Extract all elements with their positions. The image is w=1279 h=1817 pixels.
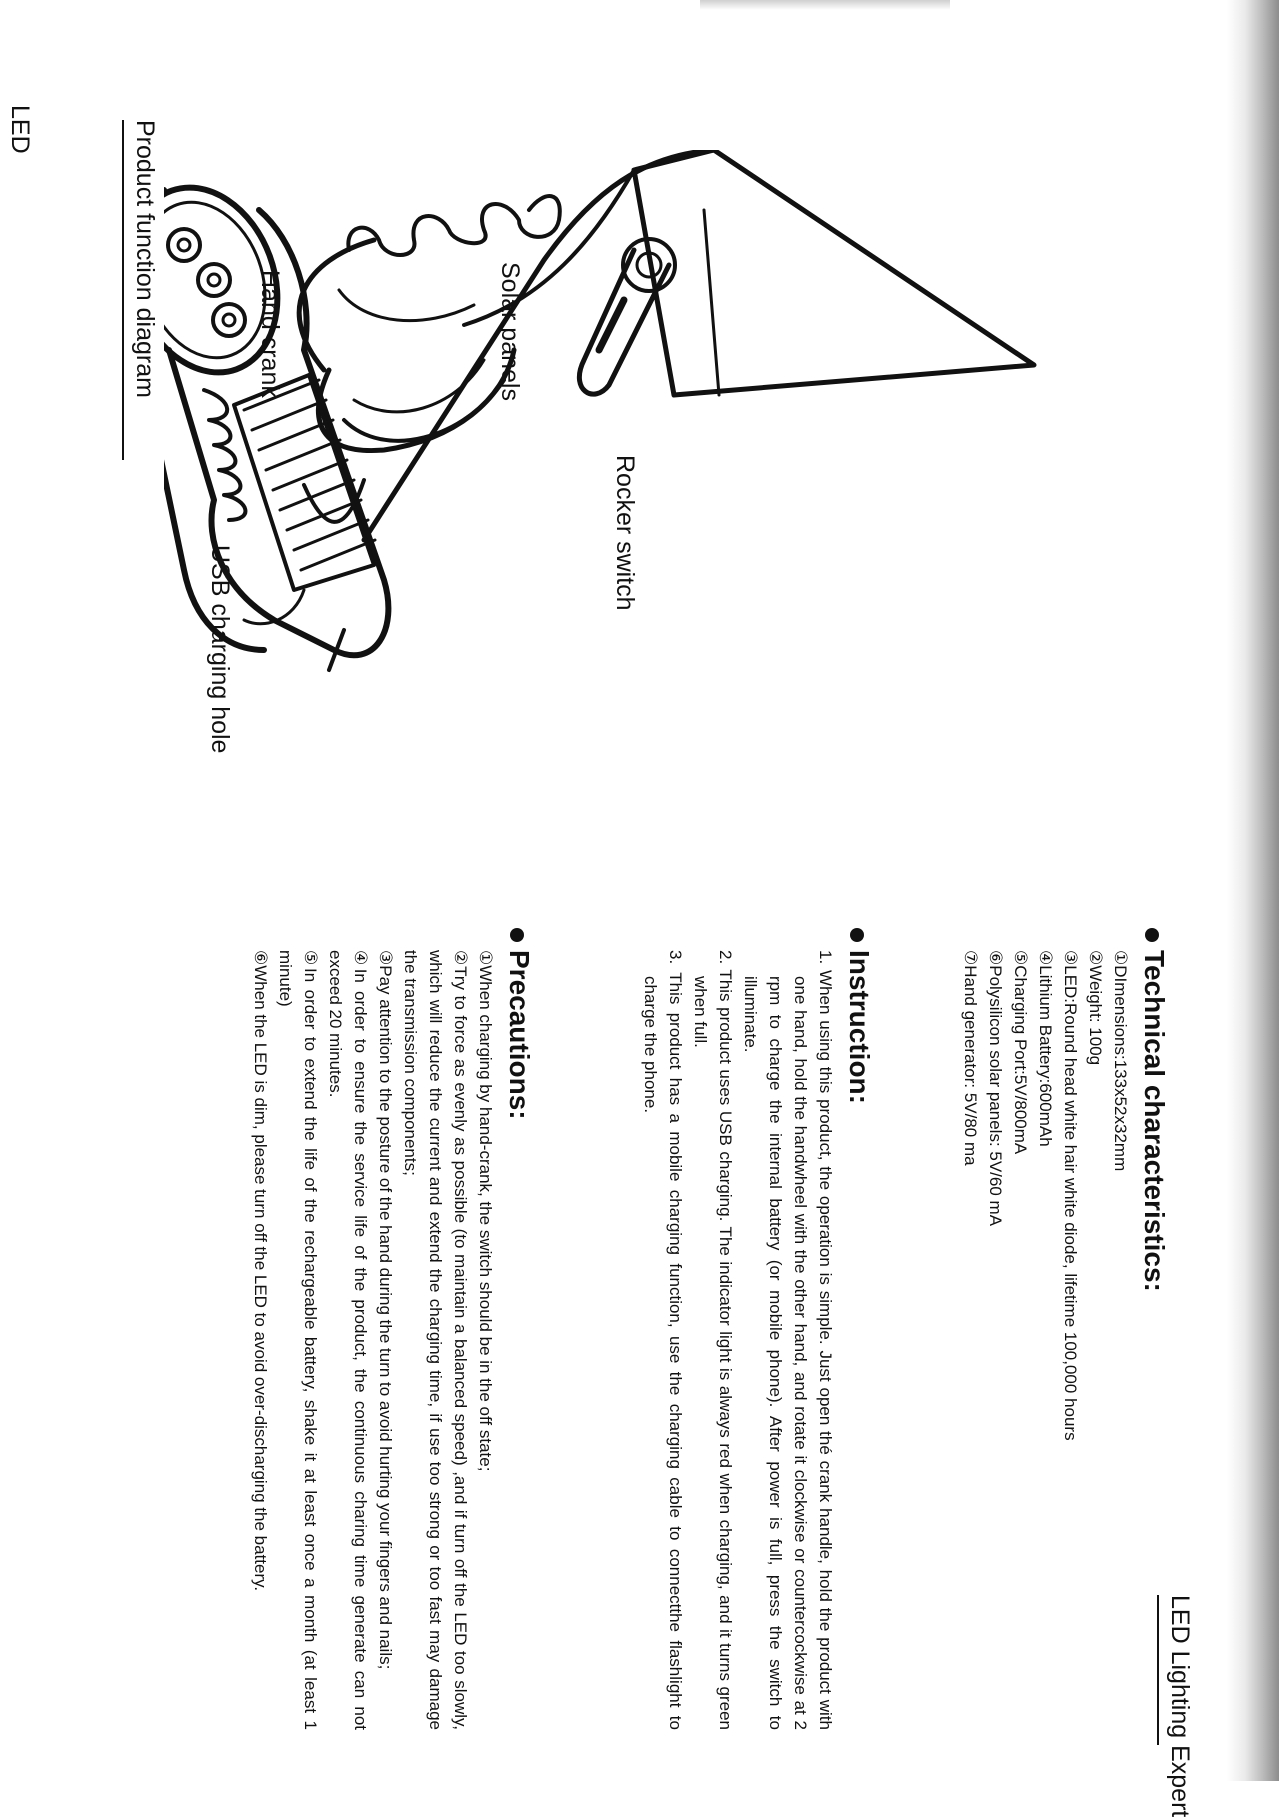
precaution-item: ②Try to force as evenly as possible (to maintain a balanced speed) ,and if turn off the LED too slowly, which will reduce the current and extend the charging time, if use too strong or too fast may damage the transmission components; (401, 950, 470, 1730)
technical-section (958, 950, 1169, 1730)
brand-title: LED Lighting Expert (1157, 1595, 1194, 1745)
precaution-item: ③Pay attention to the posture of the hand during the turn to avoid hurting your fingers and nails; (376, 950, 395, 1670)
technical-heading-text: Technical characteristics: (1139, 950, 1170, 1292)
bullet-icon (850, 928, 864, 942)
precaution-item: ⑥When the LED is dim, please turn off the LED to avoid over-discharging the battery. (251, 950, 270, 1592)
crank-unit-drawing (299, 150, 1034, 540)
tech-item: ⑦Hand generator: 5V/80 ma (961, 950, 980, 1166)
flashlight-illustration (164, 150, 1064, 910)
tech-item: ⑥Polysilicon solar panels: 5V/60 mA (986, 950, 1005, 1227)
label-hand-crank: Hand crank (256, 270, 284, 398)
bullet-icon (1145, 928, 1159, 942)
tech-item: ①DImensions:133x52x32mm (1111, 950, 1130, 1172)
precaution-item: ⑤In order to extend the life of the rechargeable battery, shake it at least once a month (at least 1 minute) (276, 950, 320, 1730)
label-led: LED (6, 105, 34, 154)
precautions-section (248, 950, 534, 1730)
bullet-icon (510, 928, 524, 942)
technical-heading (1139, 928, 1169, 1730)
instruction-section (638, 950, 874, 1730)
label-rocker-switch: Rocker switch (611, 455, 639, 611)
label-usb-charging-hole: USB charging hole (206, 545, 234, 754)
instruction-item: 3. This product has a mobile charging function, use the charging cable to connectthe flashlight to charge the phone. (641, 950, 685, 1730)
tech-item: ②Weight: 100g (1086, 950, 1105, 1066)
precaution-item: ④In order to ensure the service life of the product, the continuous charing time generate can not exceed 20 minutes. (326, 950, 370, 1730)
label-solar-panels: Solar panels (496, 262, 524, 401)
instruction-item: 1. When using this product, the operation is simple. Just open thé crank handle, hold the product with one hand, hold the handwheel with the other hand, and rotate it clockwise or countercockwise at 2 rpm to charge the internal battery (or mobile phone). After power is full, press the switch to illuminate. (741, 950, 835, 1730)
tech-item: ③LED:Round head white hair white diode, lifetime 100,000 hours (1061, 950, 1080, 1441)
tech-item: ④Lithium Battery:600mAh (1036, 950, 1055, 1147)
precautions-heading (504, 928, 534, 1730)
diagram-title: Product function diagram (122, 120, 159, 460)
precautions-heading-text: Precautions: (504, 950, 535, 1120)
instruction-item: 2. This product uses USB charging. The indicator light is always red when charging, and it turns green when full. (691, 950, 735, 1730)
tech-item: ⑤Charging Port:5V/800mA (1011, 950, 1030, 1155)
instruction-heading-text: Instruction: (844, 950, 875, 1104)
instruction-heading (844, 928, 874, 1730)
led-solar-unit-drawing (164, 167, 388, 670)
precaution-item: ①When charging by hand-crank, the switch should be in the off state; (476, 950, 495, 1472)
